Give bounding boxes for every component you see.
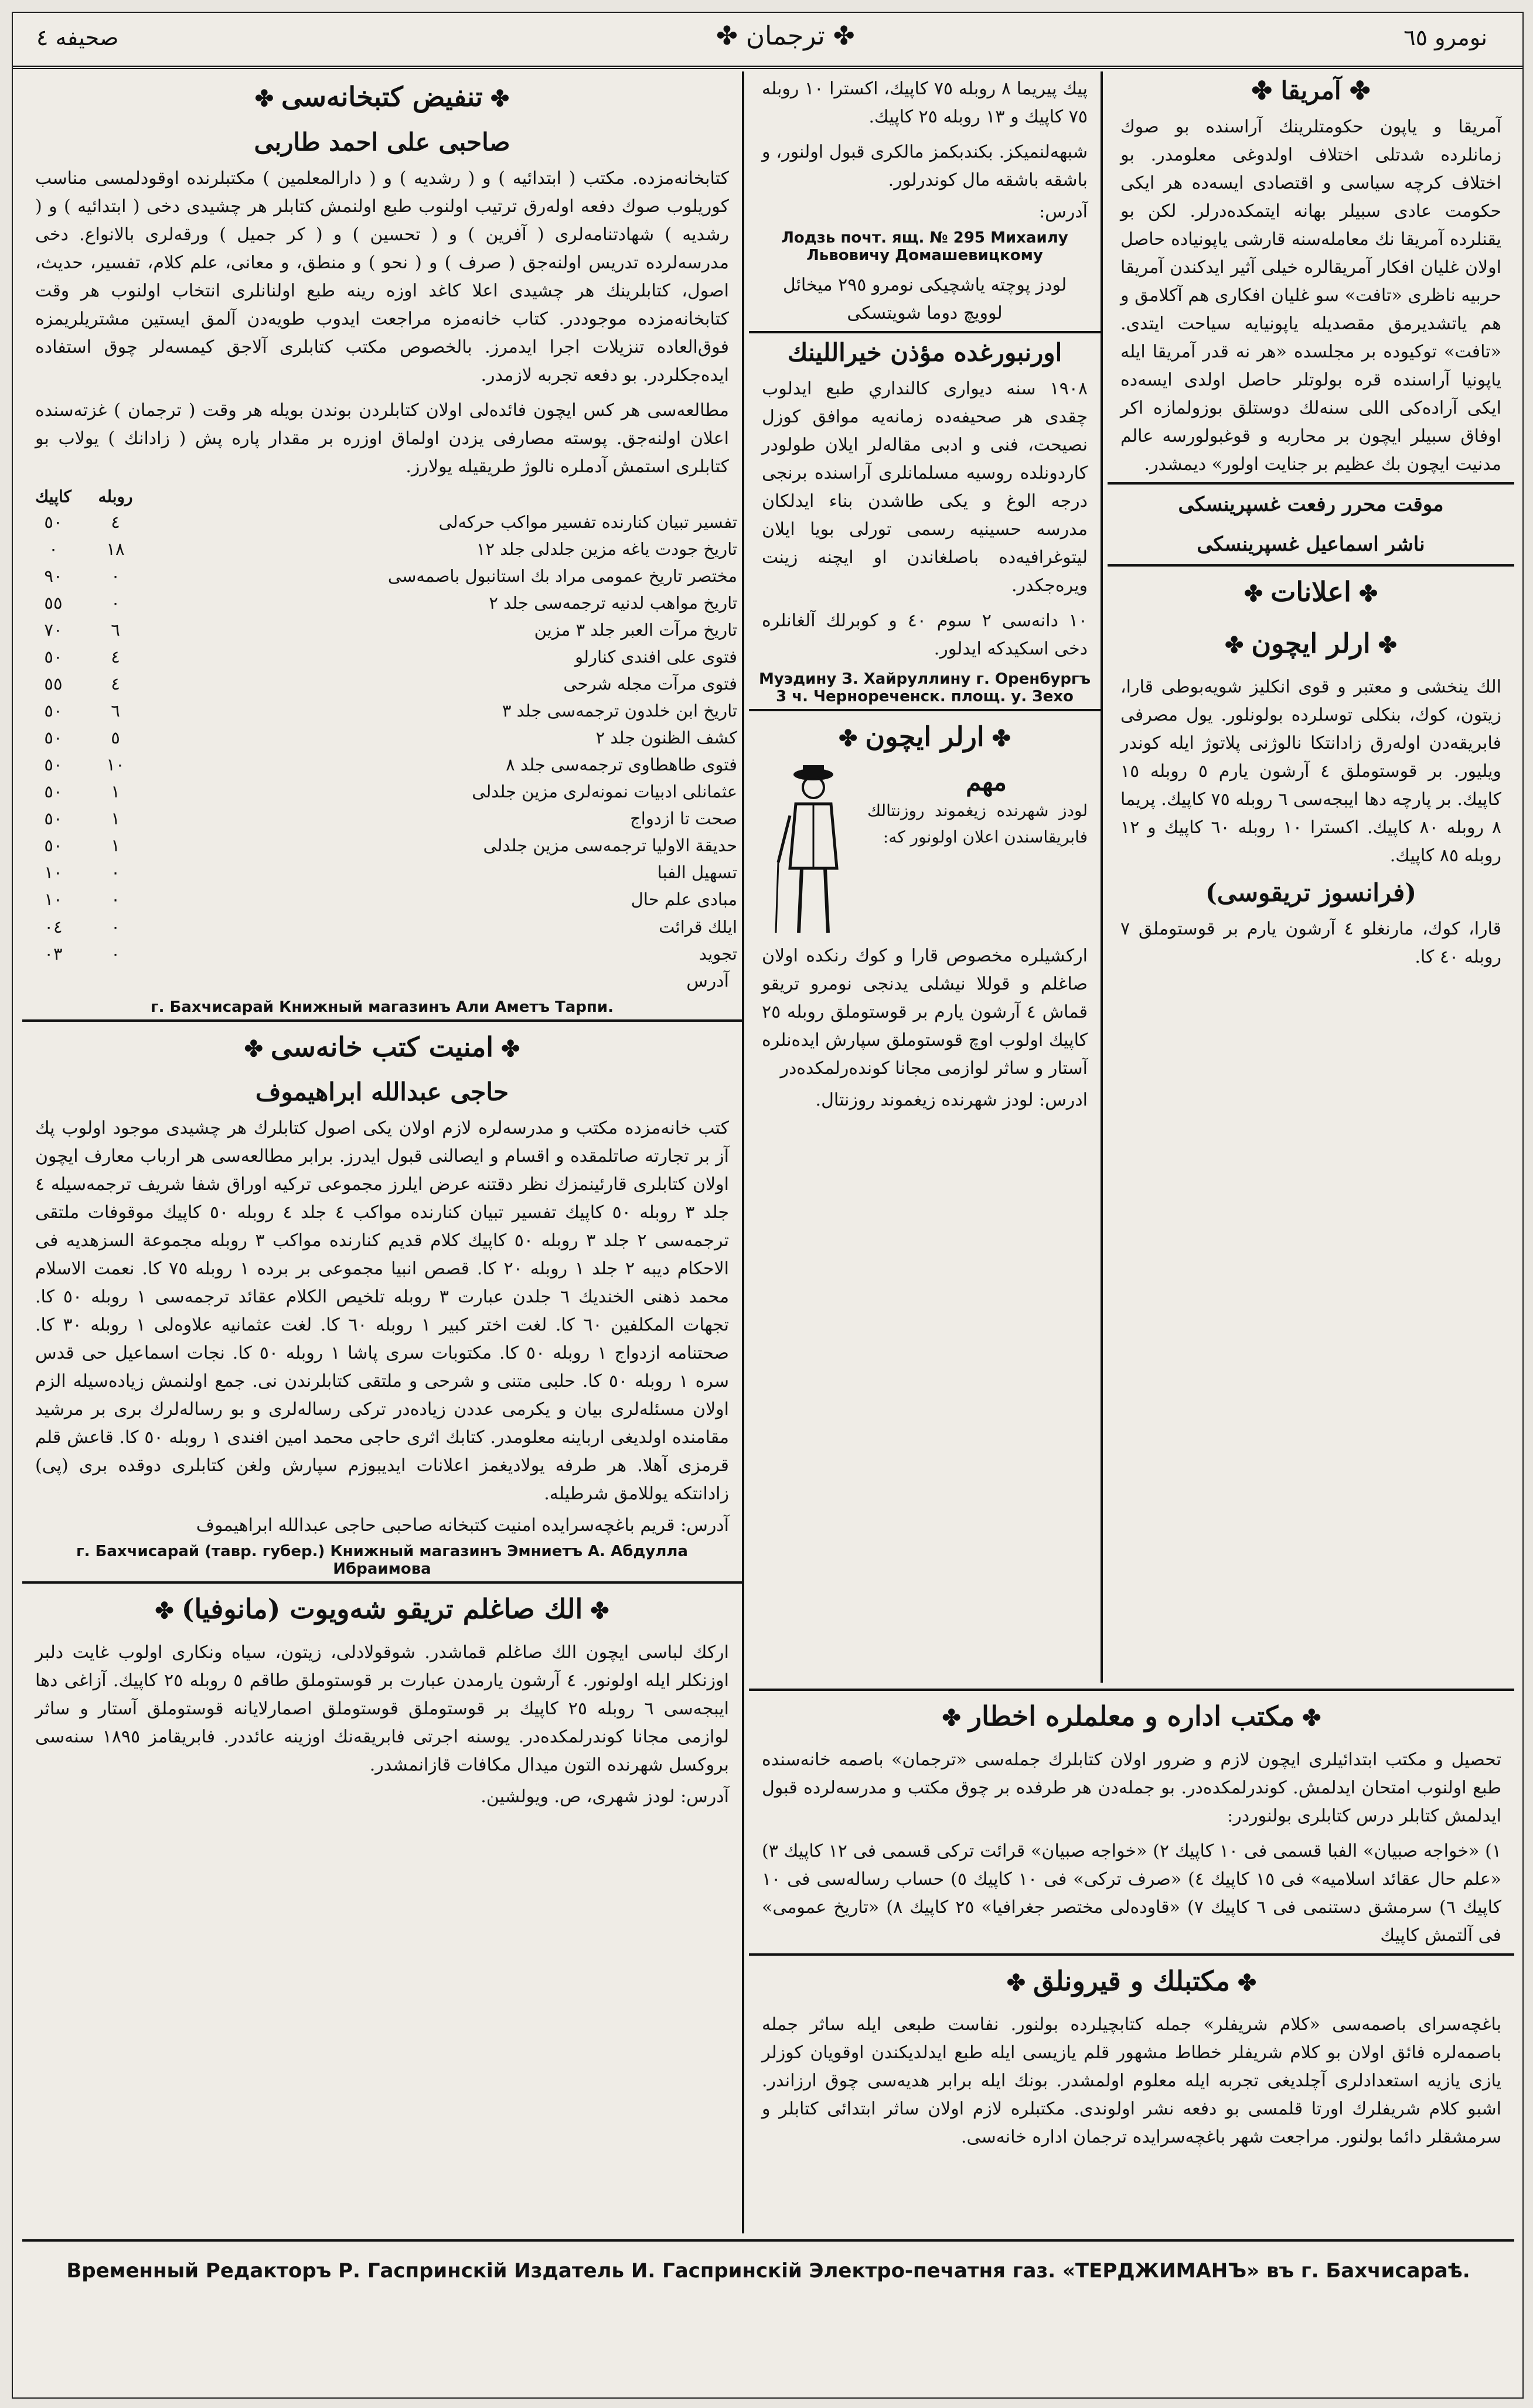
item-ruble: ٠ [111,943,120,964]
middle-column [749,71,1103,1683]
ornament-icon: ✤ [716,21,746,51]
item-kopek: ٥٠ [44,835,63,856]
item-name: فتوى على افندى كنارلو [575,647,737,667]
item-kopek: ٩٠ [44,565,63,586]
ornament-icon: ✤ [244,1035,271,1062]
paragraph: لودز شهرنده زيغموند روزنتالك فابريقاسندن اعلان اولونور كه: [867,800,1088,847]
section-header: ✤ مكتب اداره و معلملره اخطار ✤ [942,1700,1321,1732]
column-header-ruble: روبله [98,486,133,506]
item-name: تجويد [699,943,737,964]
section-header: ✤ امنيت كتب خانه‌سى ✤ [244,1031,520,1063]
table-row [22,616,742,643]
item-ruble: ١ [111,782,120,802]
item-kopek: ٥٠ [44,511,63,532]
item-kopek: ٠ [49,538,58,559]
newspaper-page [12,12,1524,2399]
ornament-icon: ✤ [984,725,1011,751]
item-kopek: ١٠ [44,889,63,910]
section-header: ✤ الك صاغلم تريقو شه‌ويوت (مانوفيا) ✤ [155,1593,609,1625]
item-ruble: ٠ [111,565,120,586]
section-header: ✤ ارلر ايچون ✤ [839,721,1011,752]
item-kopek: ٥٥ [44,674,63,694]
section-header: ✤ تنفيض كتبخانه‌سى ✤ [254,81,510,112]
paragraph: ١٩٠٨ سنه ديوارى كالنداري طبع ايدلوب چقدى هر صحيفه‌ده زمانه‌يه موافق كوزل نصيحت، فنى و ادبى مقاله‌لر ايلان طولودر كاردونلده روسيه مسلمانلرى آراسنده برنجى درجه الوغ و يكى طاشدن بناء ايدلكان مدرسه حسينيه رسمى تورلى بويا ايلان ليتوغرافيه‌ده باصلغاندن او ايچنه زينت ويره‌جكدر. [762,378,1088,596]
item-kopek: ٥٠ [44,647,63,667]
paragraph: كتب خانه‌مزده مكتب و مدرسه‌لره لازم اولان يكى اصول كتابلرك هر چشيدى موجود اولوب پك آز بر تجارته صاتلمقده و اقسام و ايصالنى قبول ايدرز. برابر مطالعه‌سى هر ارباب معارف ايچون اولان كتابلرى قارئينمزك نظر دقتنه عرض ايلرز مجموعى تركيه اوراق شفا شريف ترجمه‌سيله ٤ جلد ٣ روبله ٥٠ كاپيك تفسير تبيان كنارنده مواكب ٤ جلد ٤ روبله ٥٠ كاپيك موقوفات ملتقى ترجمه‌سى ٢ جلد ٣ روبله ٥٠ كاپيك كلام قديم كنارنده مواكب ٣ روبله مجموعة السزهديه فى الاحكام ديبه ٢ جلد ١ روبله ٢٠ كا. قصص انبيا مجموعى بر برده ١ روبله ٧٥ كا. نعمت الاسلام محمد ذهنى الخنديك ٦ جلدن عبارت ٣ روبله تلخيص الكلام عقائد ترجمه‌سى ١ روبله ٥٠ كا. تجهات المكلفين ٦٠ كا. لغت اختر كبير ١ روبله ٦٠ كا. لغت عثمانيه علاوه‌لى ١ روبله ٣٠ كا. صحتنامه ازدواج ١ روبله ٥٠ كا. مكتوبات سرى پاشا ١ روبله ٥٠ كا. نجات اسماعيل حى قدس سره ١ روبله ٥٠ كا. حلبى متنى و شرحى و ملتقى كتابلرندن نى. جمع اولنمش زياده‌سيله الزم اولان مسئله‌لرى بيان و يكرمى عددن زياده‌در تركى رساله‌لرى و بو رساله‌لرك برى بر مرشيد مقامنده اولديغى ارباينه معلومدر. كتابك اثرى حاجى محمد امين افندى ١ روبله ٥٠ كا. قاعش قلم قرمزى آهلا. هر طرفه يولاديغمز اعلانات ايديبوزم سپارش ولغن كتابلرى دوقده برى (پى) زادانتكه يوللامق شرطيله. [35,1118,730,1505]
subheading: (فرانسوز تريقوسى) [1205,878,1417,907]
section-header: اورنبورغده مؤذن خيراللينك [787,338,1062,367]
ornament-icon: ✤ [1294,1704,1321,1731]
item-ruble: ٠ [111,862,120,883]
item-name: تاريخ مواهب لدنيه ترجمه‌سى جلد ٢ [489,592,737,613]
paragraph: كتابخانه‌مزده. مكتب ( ابتدائيه ) و ( رشديه ) و ( دارالمعلمين ) مكتبلرنده اوقو‌دلمسى مناسب كوريلوب صوك دفعه اوله‌رق ترتيب اولنوب طبع اولنمش كتابلر هر چشيدى دخى ( ابتدائيه ) و ( رشديه ) شهادتنامه‌لرى ( آفرين ) و ( تحسين ) و ( كر جميل ) ورقه‌لرى بالانواع. دخى مدرسه‌لرده تدريس اولنه‌جق ( صرف ) و ( نحو ) و منطق، و معانى، علم كلام، تفسير، حديث، اصول، كتابلرينك هر چشيدى اعلا كاغد اوزه رينه طبع اولنانلرى انتخاب اولنوب هر وقت كتابخانه‌مزده موجوددر. كتاب خانه‌مزه مراجعت ايدوب طويه‌دن آلمق ايستين مشتريلريمزه فوق‌العاده تنزيلات اجرا ايدمرز. بالخصوص مكتب كتابلرى آلاجق كيمسه‌لر چوق استفاده ايده‌جكلردر. بو دفعه تجربه لازمدر. [35,168,729,386]
address: آدرس: لودز شهرى، ص. ويولشين. [481,1786,729,1807]
section-header: ✤ اعلانات ✤ [1244,576,1378,608]
item-name: تاريخ ابن خلدون ترجمه‌سى جلد ٣ [502,701,737,721]
address-russian: г. Бахчисарай (тавр. губер.) Книжный магазинъ Эмниетъ А. Абдулла Ибраимова [76,1543,688,1578]
section-header: ✤ ارلر ايچون ✤ [1225,627,1397,659]
ornament-icon: ✤ [1341,76,1371,105]
ornament-icon: ✤ [833,21,855,51]
masthead [13,13,1522,69]
column-header-name [147,485,742,509]
ornament-icon: ✤ [839,725,866,751]
table-row [22,536,742,562]
ornament-icon: ✤ [1251,76,1281,105]
item-ruble: ١٨ [106,538,125,559]
important-label: مهم [966,767,1007,796]
item-kopek: ٠٣ [44,943,63,964]
ornament-icon: ✤ [1244,580,1271,606]
item-kopek: ٥٠ [44,701,63,721]
table-row [22,670,742,697]
item-name: مختصر تاريخ عمومى مراد بك استانبول باصمه‌سى [387,565,737,586]
emniyet-library-ad [22,1022,742,1584]
item-ruble: ٤ [111,674,120,694]
table-row [22,589,742,616]
item-name: ايلك قرائت [659,916,737,937]
table-row [22,886,742,913]
item-ruble: ١٠ [106,755,125,775]
item-name: كشف الظنون جلد ٢ [595,728,737,748]
america-article [1108,71,1514,485]
manufaktura-ad [22,1584,742,1810]
address: آدرس: قريم باغچه‌سرايده امنيت كتبخانه صاحبى حاجى عبدالله ابراهيموف [196,1515,729,1536]
table-row [22,913,742,940]
item-ruble: ٠ [111,889,120,910]
paragraph: مطالعه‌سى هر كس ايچون فائده‌لى اولان كتابلردن بوندن بويله هر وقت ( ترجمان ) غزته‌سنده اعلان اولنه‌جق. پوسته مصارفى يزدن اولماق اوزره بر مقدار پاره پش ( زادانك ) يولاب بو كتابلرى استمش آدملره نالوژ طريقيله يولارز. [35,400,729,477]
address: ادرس: لودز شهرنده زيغموند روزنتال. [815,1089,1088,1110]
footer [22,2239,1514,2388]
item-name: فتوى طاهطاوى ترجمه‌سى جلد ٨ [506,755,737,775]
ornament-icon: ✤ [254,85,282,111]
address-russian: г. Бахчисарай Книжный магазинъ Али Аметъ Тарпи. [150,998,614,1016]
man-figure-icon [772,763,854,939]
item-name: تفسير تبيان كنارنده تفسير مواكب حركه‌لى [438,511,737,532]
item-kopek: ٥٥ [44,592,63,613]
paragraph: پيك پيريما ٨ روبله ٧٥ كاپيك، اكسترا ١٠ روبله ٧٥ كاپيك و ١٣ روبله ٢٥ كاپيك. [762,79,1088,127]
paper-title [693,18,878,54]
ornament-icon: ✤ [155,1597,182,1624]
ornament-icon: ✤ [1225,631,1252,658]
item-ruble: ٦ [111,619,120,640]
page-label: صحيفه ٤ [36,25,119,50]
item-name: تاريخ جودت ياغه مزين جلدلى جلد ١٢ [476,538,737,559]
address-turkic: لودز پوچته ياشچيكى نومرو ٢٩٥ ميخائل لوويچ دوما شويتسكى [782,275,1067,323]
tiflis-library-ad [22,71,742,1022]
calendar-ad [749,333,1101,711]
item-ruble: ١ [111,835,120,856]
table-header-row [22,485,742,509]
table-row [22,509,742,536]
price-table-body [22,509,742,967]
item-kopek: ٥٠ [44,728,63,748]
item-ruble: ٤ [111,511,120,532]
item-name: فتوى مرآت مجله شرحى [563,674,737,694]
quran-ad [749,1956,1514,2155]
paragraph: باغچه‌سراى باصمه‌سى «كلام شريفلر» جمله كتابچيلرده بولنور. نفاست طبعى ايله ساثر جمله باصمه‌لره فائق اولان بو كلام شريفلر خطاط مشهور قلم يازيسى ايله طبع ايدلديكندن اوقويان كوزلر يازى يازيه استعدادلرى آچلديغى تجربه ايله معلوم اولمشدر. بونك ايله برابر هديه‌سى چوق ارزاندر. اشبو كلام شريفلرك اورتا قلمسى بو دفعه نشر اولوندى. مكتبلره لازم اولان ساثر ابتدائى كتابلر و سرمشقلر دائما بولنور. مراجعت شهر باغچه‌سرايده ترجمان اداره خانه‌سى. [762,2014,1501,2147]
table-row [22,751,742,778]
ornament-icon: ✤ [1229,1969,1257,1996]
table-row [22,859,742,886]
item-kopek: ٧٠ [44,619,63,640]
item-ruble: ٤ [111,647,120,667]
left-column [22,71,744,2233]
item-ruble: ٠ [111,592,120,613]
item-kopek: ٠٤ [44,916,63,937]
item-kopek: ٥٠ [44,809,63,829]
men-cloth-ad [749,711,1101,1114]
right-column [1108,71,1514,1683]
price-table [22,485,742,967]
book-list: ١) «خواجه صبيان» الفبا قسمى فى ١٠ كاپيك ٢) «خواجه صبيان» قرائت تركى قسمى فى ١٢ كاپيك ٣) «علم حال عقائد اسلاميه» فى ١٥ كاپيك ٤) «صرف تركى» فى ١٠ كاپيك ٥) حساب رساله‌سى فى ١٠ كاپيك ٦) سرمشق دستنمى فى ٦ كاپيك ٧) «قاوده‌لى مختصر جغرافيا» ٢٥ كاپيك ٨) «تاريخ عمومى» فى آلتمش كاپيك [762,1840,1502,1946]
item-ruble: ٦ [111,701,120,721]
ornament-icon: ✤ [1370,631,1397,658]
item-name: حديقة الاوليا ترجمه‌سى مزين جلدلى [483,835,737,856]
table-row [22,643,742,670]
ads-section [1108,567,1514,975]
paper-title-text: ترجمان [745,21,825,51]
bottom-right-section [749,1689,1514,2236]
item-kopek: ٥٠ [44,755,63,775]
cloth-prices-ad [749,71,1101,333]
paragraph: الك ينخشى و معتبر و قوى انكليز شويه‌بوطى قارا، زيتون، كوك، بنكلى توسلرده بولونلور. يول مصرفى فابريقه‌دن اوله‌رق زادانتكا نالوژنى پلاتوژ ايله كوندر ويليور. بر قوستوملق ٤ آرشون يارم ٥ روبله ١٥ كاپيك. بر پارچه دها ايبجه‌سى ٦ روبله ٧٥ كاپيك. پريما ٨ روبله ٨٠ كاپيك. اكسترا ١٠ روبله ٦٠ كاپيك و ١٢ روبله ٨٥ كاپيك. [1120,676,1501,866]
owner-name: صاحبى على احمد طاربى [254,127,510,156]
item-name: صحت تا ازدواج [630,809,737,829]
paragraph: اركشيلره مخصوص قارا و كوك رنكده اولان صاغلم و قوللا نيشلى يدنجى نومرو تريقو قماش ٤ آرشون يارم بر قوستوملق روبله ٢٥ كاپيك اولوب اوچ قوستوملق سپارش ايده‌نلره آستار و ساثر لوازمى مجانا كونده‌رلمكده‌در [762,945,1088,1079]
table-row [22,832,742,859]
editor-name: موقت محرر رفعت غسپرينسكى [1178,493,1444,516]
school-notice [749,1691,1514,1956]
owner-name: حاجى عبدالله ابراهيموف [255,1077,509,1107]
printer-imprint: Временный Редакторъ Р. Гаспринскій Издатель И. Гаспринскій Электро-печатня газ. «ТЕРДЖИМАНЪ» въ г. Бахчисараѣ. [66,2259,1470,2283]
ornament-icon: ✤ [482,85,510,111]
address-russian: Лодзь почт. ящ. № 295 Михаилу Львовичу Домашевицкому [781,229,1068,264]
publisher-name: ناشر اسماعيل غسپرينسكى [1197,533,1425,556]
paragraph: ١٠ دانه‌سى ٢ سوم ٤٠ و كوبرلك آلغانلره دخى اسكيدكه ايدلور. [762,610,1088,659]
table-row [22,805,742,832]
paragraph: اركك لباسى ايچون الك صاغلم قماشدر. شوقولادلى، زيتون، سياه ونكارى اولوب غايت دلبر اوزنكلر ايله اولونور. ٤ آرشون يارمدن عبارت بر قوستوملق طاقم ٥ روبله ٢٥ كاپيك. آزاغى دها ايبجه‌سى ٦ روبله ٢٥ كاپيك بر قوستوملق قوستوملق اصمارلايانه قوستوملق آستار و ساثر لوازمى مجانا كوندرلمكده‌در. يوسنه اجرتى فابريقه‌نك اوزينه عائددر. فابريقامز ١٨٩٥ سنه‌سى بروكسل شهرنده التون ميدال مكافات قازانمشدر. [35,1642,730,1776]
ornament-icon: ✤ [1351,580,1378,606]
table-row [22,697,742,724]
column-header-kopek: كاپيك [35,486,71,506]
ornament-icon: ✤ [582,1597,609,1624]
gentleman-illustration [749,763,1101,939]
paragraph: قارا، كوك، مارنغلو ٤ آرشون يارم بر قوستوملق ٧ روبله ٤٠ كا. [1120,918,1502,967]
table-row [22,940,742,967]
editor-block [1108,485,1514,567]
item-kopek: ٥٠ [44,782,63,802]
item-kopek: ١٠ [44,862,63,883]
paragraph: آمريقا و ياپون حكومتلرينك آراسنده بو صوك زمانلرده شدتلى اختلاف اولدوغى معلومدر. بو اختلاف كرچه سياسى و اقتصادى ايسه‌ده هر ايكى حكومت عادى سبيلر بهانه ايتمكده‌درلر. لكن بو يقنلرده آمريقا نك معامله‌سنه قارشى ياپونياده حاصل اولان غليان افكار آمريقالره خيلى آثير ايدكندن آمريقا حربيه ناظرى «تافت» سو غليان افكارى هم آكلامق و هم ياتشديرمق مقصديله ياپونيايه سياحت ايتدى. «تافت» توكيوده بر مجلسده «هر نه قدر آمريقا ايله ياپونيا آراسنده قره بولوتلر حاصل اولدى ايسه‌ده ايكى آراده‌كى اللى سنه‌لك دوستلق بوزولمازه اكر اوفاق سبيلر ايچون بر محاربه و قوغبولورسه عالم مدنيت ايچون بك عظيم بر جنايت اولور» ديمشدر. [1120,117,1501,475]
address-label: آدرس [686,970,729,991]
paragraph: شبهه‌لنميكز. بكندبكمز مالكرى قبول اولنور، و باشقه باشقه مال كوندرلور. [762,142,1088,190]
ornament-icon: ✤ [493,1035,520,1062]
article-title: ✤ آمريقا ✤ [1251,76,1371,105]
address-russian: Муэдину З. Хайруллину г. Оренбургъ 3 ч. Чернореченск. площ. у. Зехо [758,670,1091,705]
item-name: عثمانلى ادبيات نمونه‌لرى مزين جلدلى [472,782,737,802]
table-row [22,562,742,589]
issue-number: نومرو ٦٥ [1403,25,1487,50]
paragraph: تحصيل و مكتب ابتدائيلرى ايچون لازم و ضرور اولان كتابلرك جمله‌سى «ترجمان» باصمه خانه‌سنده طبع اولنوب امتحان ايدلمش. كوندرلمكده‌در. بو جمله‌دن هر طرفده بر چوق مكتب و مدرسه‌لرده قبول ايدلمش كتابلر درس كتابلرى بولنوردر: [762,1749,1501,1826]
table-row [22,724,742,751]
ornament-icon: ✤ [942,1704,969,1731]
item-ruble: ٥ [111,728,120,748]
item-name: مبادى علم حال [631,889,737,910]
table-row [22,778,742,805]
item-name: تاريخ مرآت العبر جلد ٣ مزين [534,619,737,640]
item-name: تسهيل الفبا [657,862,737,883]
item-ruble: ١ [111,809,120,829]
ornament-icon: ✤ [1006,1969,1034,1996]
section-header: ✤ مكتبلك و قيرونلق ✤ [1006,1964,1257,1997]
item-ruble: ٠ [111,916,120,937]
address-label: آدرس: [1039,202,1088,222]
